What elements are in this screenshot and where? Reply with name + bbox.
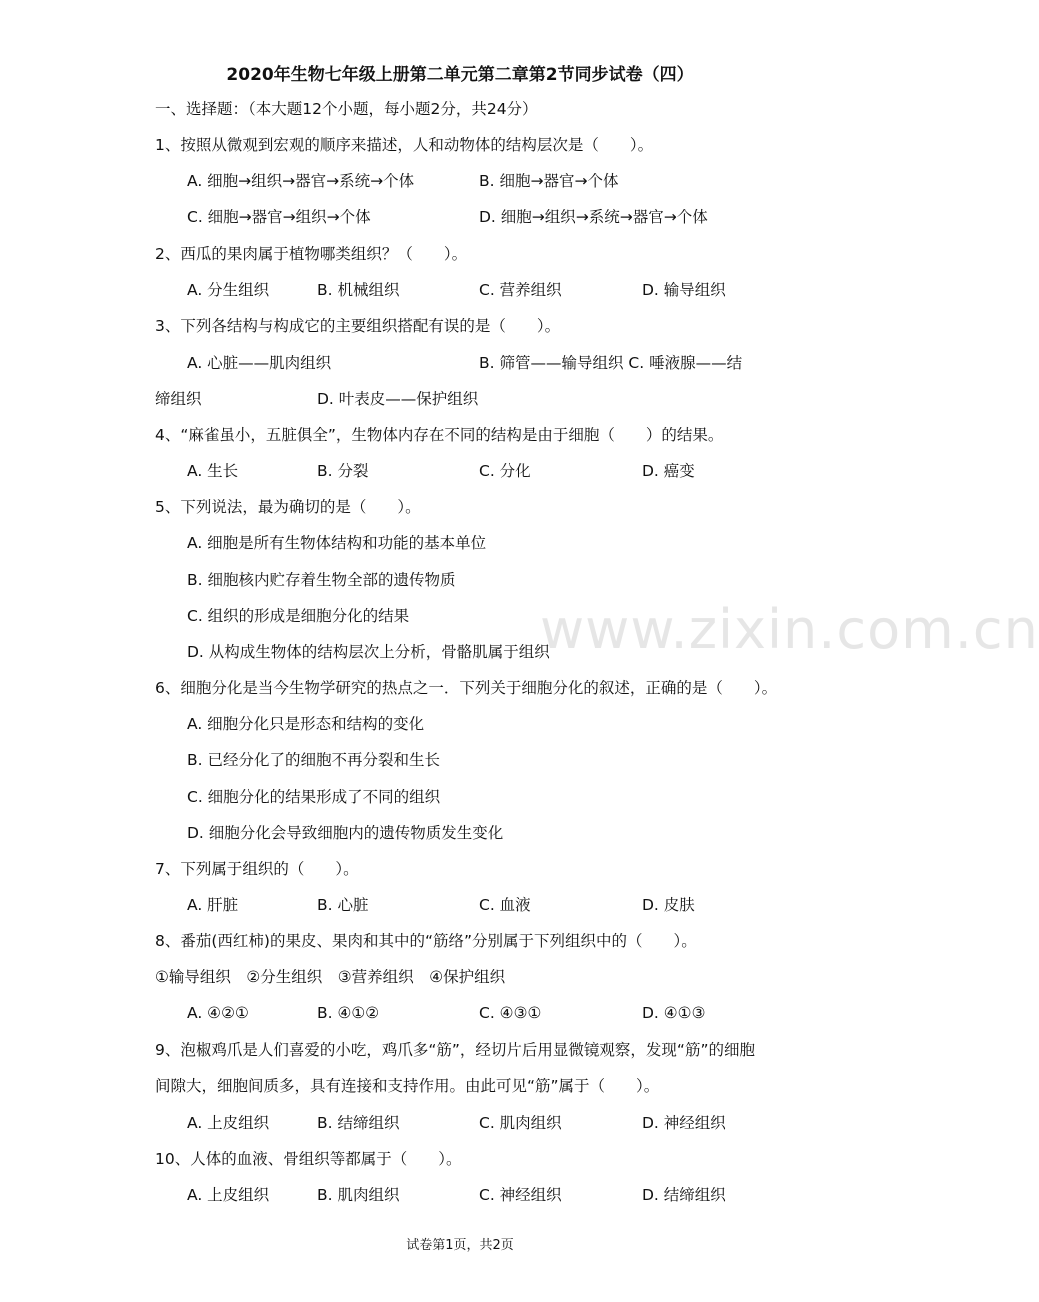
q1-option-a: A. 细胞→组织→器官→系统→个体 [187,172,415,190]
q10-option-c: C. 神经组织 [479,1186,562,1204]
q3-option-a: A. 心脏——肌肉组织 [187,354,332,372]
q9-option-b: B. 结缔组织 [317,1114,400,1132]
page-footer: 试卷第1页，共2页 [406,1238,514,1253]
q4-option-b: B. 分裂 [317,462,369,480]
section-heading: 一、选择题：（本大题12个小题，每小题2分，共24分） [155,100,538,118]
q8-tissue-list: ①输导组织 ②分生组织 ③营养组织 ④保护组织 [155,968,506,986]
q8-option-a: A. ④②① [187,1004,249,1022]
q9-option-d: D. 神经组织 [642,1114,726,1132]
q5-option-c: C. 组织的形成是细胞分化的结果 [187,607,410,625]
q10-option-d: D. 结缔组织 [642,1186,726,1204]
q8-option-b: B. ④①② [317,1004,380,1022]
q6-option-a: A. 细胞分化只是形态和结构的变化 [187,715,425,733]
q3-option-bc: B. 筛管——输导组织 C. 唾液腺——结 [479,354,743,372]
q6-option-b: B. 已经分化了的细胞不再分裂和生长 [187,751,440,769]
question-8: 8、番茄(西红柿)的果皮、果肉和其中的“筋络”分别属于下列组织中的（ ）。 [155,932,697,950]
question-2: 2、西瓜的果肉属于植物哪类组织？（ ）。 [155,245,468,263]
q1-option-d: D. 细胞→组织→系统→器官→个体 [479,208,708,226]
q4-option-a: A. 生长 [187,462,239,480]
question-7: 7、下列属于组织的（ ）。 [155,860,359,878]
q4-option-d: D. 癌变 [642,462,695,480]
q1-option-b: B. 细胞→器官→个体 [479,172,619,190]
page-title: 2020年生物七年级上册第二单元第二章第2节同步试卷（四） [226,65,694,85]
q7-option-d: D. 皮肤 [642,896,695,914]
q7-option-c: C. 血液 [479,896,531,914]
question-10: 10、人体的血液、骨组织等都属于（ ）。 [155,1150,462,1168]
q2-option-d: D. 输导组织 [642,281,726,299]
q5-option-a: A. 细胞是所有生物体结构和功能的基本单位 [187,534,487,552]
q1-option-c: C. 细胞→器官→组织→个体 [187,208,371,226]
q6-option-c: C. 细胞分化的结果形成了不同的组织 [187,788,441,806]
question-9-line-1: 9、泡椒鸡爪是人们喜爱的小吃，鸡爪多“筋”，经切片后用显微镜观察，发现“筋”的细胞 [155,1041,755,1059]
question-4: 4、“麻雀虽小，五脏俱全”，生物体内存在不同的结构是由于细胞（ ）的结果。 [155,426,724,444]
watermark: www.zixin.com.cn [540,598,1039,661]
q2-option-b: B. 机械组织 [317,281,400,299]
question-6: 6、细胞分化是当今生物学研究的热点之一．下列关于细胞分化的叙述，正确的是（ ）。 [155,679,778,697]
question-5: 5、下列说法，最为确切的是（ ）。 [155,498,421,516]
q9-option-a: A. 上皮组织 [187,1114,270,1132]
question-1: 1、按照从微观到宏观的顺序来描述，人和动物体的结构层次是（ ）。 [155,136,654,154]
q5-option-b: B. 细胞核内贮存着生物全部的遗传物质 [187,571,456,589]
question-9-line-2: 间隙大，细胞间质多，具有连接和支持作用。由此可见“筋”属于（ ）。 [155,1077,660,1095]
q7-option-b: B. 心脏 [317,896,369,914]
q10-option-a: A. 上皮组织 [187,1186,270,1204]
q8-option-d: D. ④①③ [642,1004,706,1022]
q6-option-d: D. 细胞分化会导致细胞内的遗传物质发生变化 [187,824,504,842]
q7-option-a: A. 肝脏 [187,896,239,914]
question-3: 3、下列各结构与构成它的主要组织搭配有误的是（ ）。 [155,317,561,335]
q8-option-c: C. ④③① [479,1004,542,1022]
q4-option-c: C. 分化 [479,462,531,480]
q3-option-d: D. 叶表皮——保护组织 [317,390,479,408]
q9-option-c: C. 肌肉组织 [479,1114,562,1132]
q2-option-a: A. 分生组织 [187,281,270,299]
q2-option-c: C. 营养组织 [479,281,562,299]
q5-option-d: D. 从构成生物体的结构层次上分析，骨骼肌属于组织 [187,643,550,661]
q3-option-c-cont: 缔组织 [155,390,202,408]
q10-option-b: B. 肌肉组织 [317,1186,400,1204]
